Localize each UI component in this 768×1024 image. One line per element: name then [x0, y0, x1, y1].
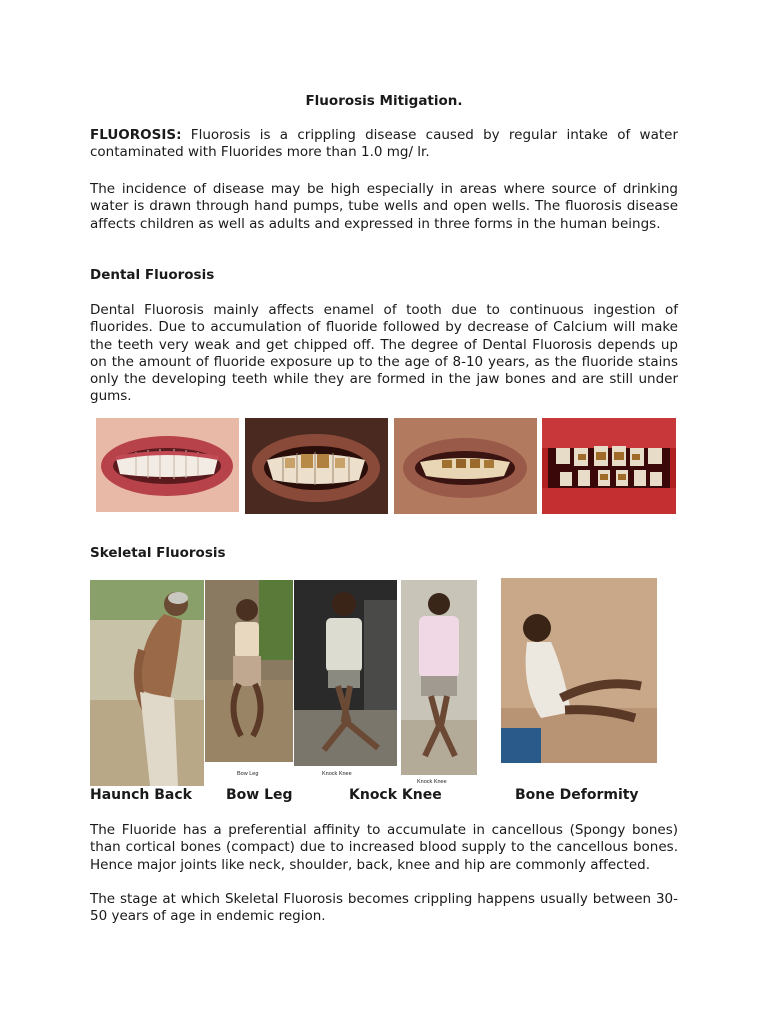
dental-paragraph: Dental Fluorosis mainly affects enamel of tooth due to continuous ingestion of fluorides. Due to accumulation of fluoride followed by decrease of Calcium will make the teeth very weak and get chipped off. The degree of Dental Fluorosis depends up on the amount of fluoride exposure up to the age of 8-10 years, as the fluoride stains only the developing teeth while they are formed in the jaw bones and are still under gums.	[90, 302, 678, 405]
haunch-back-photo	[90, 580, 204, 786]
intro-paragraph	[90, 127, 678, 162]
skeletal-paragraph-2: The stage at which Skeletal Fluorosis becomes crippling happens usually between 30-50 years of age in endemic region.	[90, 891, 678, 925]
knock-knee-photo-1	[294, 580, 397, 766]
incidence-paragraph: The incidence of disease may be high especially in areas where source of drinking water is drawn through hand pumps, tube wells and open wells. The fluorosis disease affects children as well as adults and expressed in three forms in the human beings.	[90, 181, 678, 232]
skeletal-heading: Skeletal Fluorosis	[90, 545, 226, 561]
knock-knee-photo-1-label: Knock Knee	[322, 771, 352, 777]
knock-knee-photo-2	[401, 580, 477, 775]
dental-heading: Dental Fluorosis	[90, 267, 215, 283]
dental-photo-moderate	[245, 418, 388, 514]
bow-leg-photo	[205, 580, 293, 762]
caption-haunch-back: Haunch Back	[90, 787, 192, 803]
intro-term: FLUOROSIS:	[90, 127, 182, 143]
caption-knock-knee: Knock Knee	[349, 787, 442, 803]
bone-deformity-photo	[501, 578, 657, 763]
dental-photo-very-severe	[542, 418, 676, 514]
knock-knee-photo-2-label: Knock Knee	[417, 779, 447, 785]
intro-text: Fluorosis is a crippling disease caused by regular intake of water contaminated with Fluorides more than 1.0 mg/ lr.	[90, 127, 678, 161]
dental-photo-severe	[394, 418, 537, 514]
caption-bow-leg: Bow Leg	[226, 787, 293, 803]
caption-bone-deformity: Bone Deformity	[515, 787, 639, 803]
page-title: Fluorosis Mitigation.	[305, 93, 463, 109]
dental-photo-mild	[96, 418, 239, 512]
bow-leg-photo-label: Bow Leg	[237, 771, 259, 777]
skeletal-paragraph-1: The Fluoride has a preferential affinity to accumulate in cancellous (Spongy bones) than cortical bones (compact) due to increased blood supply to the cancellous bones. Hence major joints like neck, shoulder, back, knee and hip are commonly affected.	[90, 822, 678, 873]
